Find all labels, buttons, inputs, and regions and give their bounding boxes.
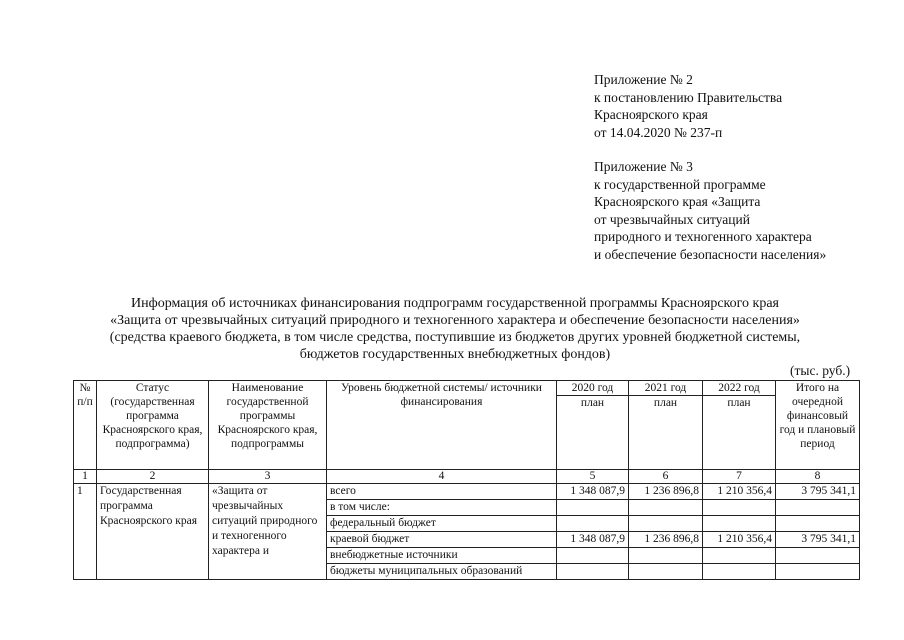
index-cell: 8 xyxy=(776,470,860,484)
value-2022: 1 210 356,4 xyxy=(703,484,776,500)
value-2020 xyxy=(557,500,629,516)
value-total: 3 795 341,1 xyxy=(776,532,860,548)
appendix-3-line: Приложение № 3 xyxy=(594,159,693,174)
year-label: 2020 год xyxy=(557,381,628,396)
appendix-3-line: от чрезвычайных ситуаций xyxy=(594,211,750,227)
index-cell: 4 xyxy=(327,470,557,484)
header-num: № п/п xyxy=(74,381,97,470)
index-cell: 2 xyxy=(97,470,209,484)
title-line: Информация об источниках финансирования подпрограмм государственной программы Красноярского края xyxy=(131,296,779,311)
value-2022 xyxy=(703,548,776,564)
value-2020: 1 348 087,9 xyxy=(557,484,629,500)
year-label: 2022 год xyxy=(703,381,775,396)
block-status: Государственная программа Красноярского края xyxy=(97,484,209,580)
index-cell: 6 xyxy=(629,470,703,484)
title-line: (средства краевого бюджета, в том числе средства, поступившие из бюджетов других уровней бюджетной системы, xyxy=(109,330,801,345)
header-2020 xyxy=(557,381,629,470)
header-2022 xyxy=(703,381,776,470)
value-2021 xyxy=(629,516,703,532)
value-2020: 1 348 087,9 xyxy=(557,532,629,548)
value-2022: 1 210 356,4 xyxy=(703,532,776,548)
title-line: «Защита от чрезвычайных ситуаций природного и техногенного характера и обеспечение безопасности населения» xyxy=(110,313,800,328)
value-2020 xyxy=(557,548,629,564)
value-2021 xyxy=(629,564,703,580)
index-cell: 5 xyxy=(557,470,629,484)
value-total xyxy=(776,564,860,580)
units-label: (тыс. руб.) xyxy=(790,363,851,378)
plan-label: план xyxy=(727,397,751,409)
value-total xyxy=(776,548,860,564)
appendix-3-line: к государственной программе xyxy=(594,176,766,192)
level-cell: в том числе: xyxy=(327,500,557,516)
header-total: Итого на очередной финансовый год и плановый период xyxy=(776,381,860,470)
value-2021: 1 236 896,8 xyxy=(629,484,703,500)
level-cell: федеральный бюджет xyxy=(327,516,557,532)
appendix-2-block xyxy=(594,71,782,141)
header-row xyxy=(74,381,860,470)
level-cell: бюджеты муниципальных образований xyxy=(327,564,557,580)
financing-table xyxy=(73,380,860,580)
index-cell: 3 xyxy=(209,470,327,484)
plan-label: план xyxy=(653,397,678,409)
header-name: Наименование государственной программы Красноярского края, подпрограммы xyxy=(209,381,327,470)
appendix-2-line: к постановлению Правительства xyxy=(594,89,783,105)
value-2020 xyxy=(557,516,629,532)
block-num: 1 xyxy=(74,484,97,580)
value-2022 xyxy=(703,564,776,580)
header-status: Статус (государственная программа Красноярского края, подпрограмма) xyxy=(97,381,209,470)
appendix-3-line: и обеспечение безопасности населения» xyxy=(594,246,827,262)
appendix-3-line: Красноярского края «Защита xyxy=(594,194,761,209)
level-cell: всего xyxy=(327,484,557,500)
value-total xyxy=(776,516,860,532)
value-2022 xyxy=(703,500,776,516)
level-cell: внебюджетные источники xyxy=(327,548,557,564)
value-total xyxy=(776,500,860,516)
year-label: 2021 год xyxy=(629,381,702,396)
index-cell: 1 xyxy=(74,470,97,484)
header-2021 xyxy=(629,381,703,470)
header-level: Уровень бюджетной системы/ источники финансирования xyxy=(327,381,557,470)
appendix-2-line: Приложение № 2 xyxy=(594,72,693,87)
index-cell: 7 xyxy=(703,470,776,484)
appendix-2-line: Красноярского края xyxy=(594,107,708,122)
value-2021 xyxy=(629,548,703,564)
title-line: бюджетов государственных внебюджетных фондов) xyxy=(299,347,611,362)
table-row xyxy=(74,484,860,500)
index-row xyxy=(74,470,860,484)
level-cell: краевой бюджет xyxy=(327,532,557,548)
appendix-3-line: природного и техногенного характера xyxy=(594,229,812,244)
document-title xyxy=(60,295,850,363)
appendix-2-line: от 14.04.2020 № 237-п xyxy=(594,124,723,140)
plan-label: план xyxy=(580,397,605,409)
value-2020 xyxy=(557,564,629,580)
value-total: 3 795 341,1 xyxy=(776,484,860,500)
value-2021: 1 236 896,8 xyxy=(629,532,703,548)
appendix-3-block xyxy=(594,158,826,263)
value-2021 xyxy=(629,500,703,516)
value-2022 xyxy=(703,516,776,532)
block-name: «Защита от чрезвычайных ситуаций природного и техногенного характера и xyxy=(209,484,327,580)
